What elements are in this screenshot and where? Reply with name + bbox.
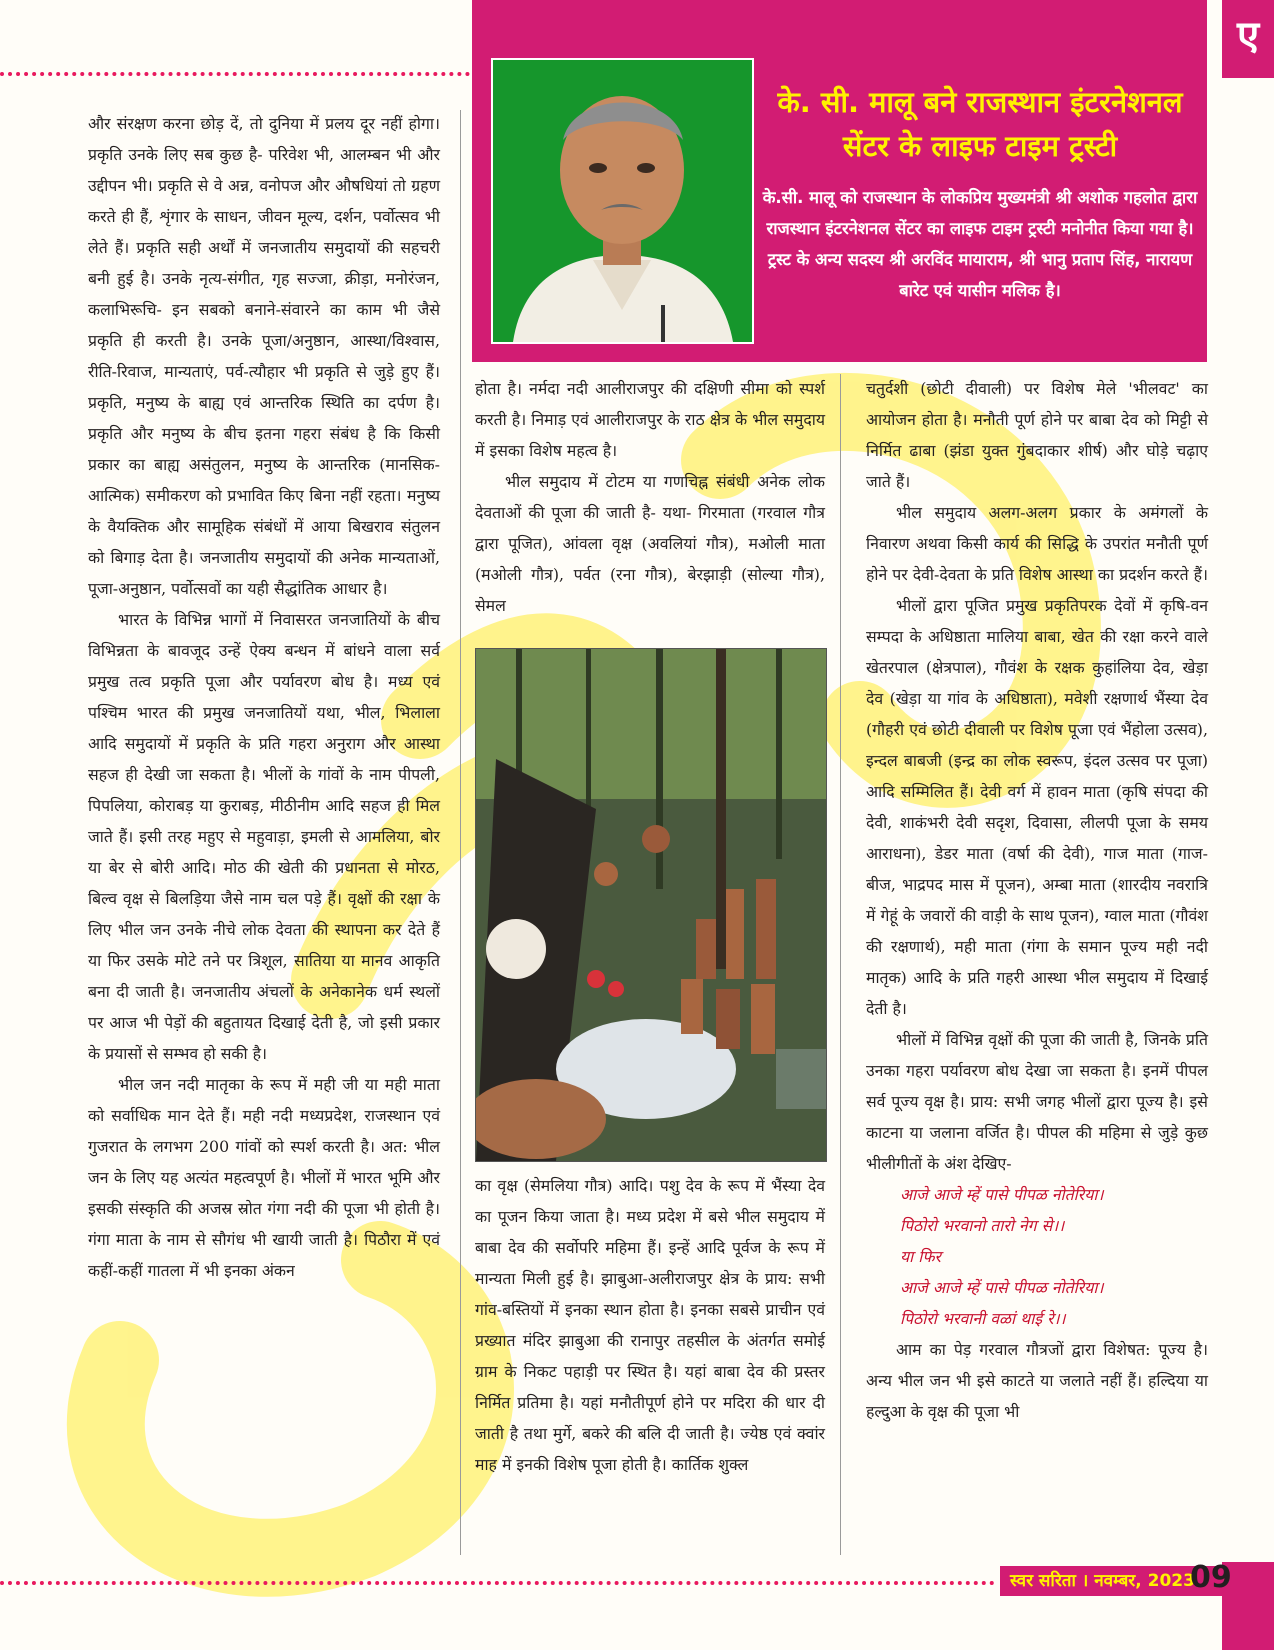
paragraph: भीलों द्वारा पूजित प्रमुख प्रकृतिपरक देवों में कृषि-वन सम्पदा के अधिष्ठाता मालिया बाबा, खेत की रक्षा करने वाले खेतरपाल (क्षेत्रपाल), गौवंश के रक्षक कुहांलिया देव, खेड़ा देव (खेड़ा या गांव के अधिष्ठाता), मवेशी रक्षणार्थ भैंस्या देव (गौहरी एवं छोटी दीवाली पर विशेष पूजा एवं भैंहोला उत्सव), इन्दल बाबजी (इन्द्र का लोक स्वरूप, इंदल उत्सव पर पूजा) आदि सम्मिलित हैं। देवी वर्ग में हावन माता (कृषि संपदा की देवी, शाकंभरी देवी सदृश, दिवासा, लीलपी पूजा के समय आराधना), डेडर माता (वर्षा की देवी), गाज माता (गाज-बीज, भाद्रपद मास में पूजन), अम्बा माता (शारदीय नवरात्रि में गेहूं के जवारों की वाड़ी के साथ पूजन), ग्वाल माता (गौवंश की रक्षणार्थ), मही माता (गंगा के समान पूज्य मही नदी मातृक) आदि के प्रति गहरी आस्था भील समुदाय में दिखाई देती है। <box>866 596 1208 1018</box>
paragraph: और संरक्षण करना छोड़ दें, तो दुनिया में प्रलय दूर नहीं होगा। प्रकृति उनके लिए सब कुछ है- परिवेश भी, आलम्बन भी और उद्दीपन भी। प्रकृति से वे अन्न, वनोपज और औषधियां तो ग्रहण करते ही हैं, शृंगार के साधन, जीवन मूल्य, दर्शन, पर्वोत्सव भी लेते हैं। प्रकृति सही अर्थों में जनजातीय समुदायों की सहचरी बनी हुई है। उनके नृत्य-संगीत, गृह सज्जा, क्रीड़ा, मनोरंजन, कलाभिरूचि- इन सबको बनाने-संवारने का काम भी जैसे प्रकृति ही करती है। उनके पूजा/अनुष्ठान, आस्था/विश्वास, रीति-रिवाज, मान्यताएं, पर्व-त्यौहार भी प्रकृति से जुड़े हुए हैं। प्रकृति, मनुष्य के बाह्य एवं आन्तरिक स्थिति का दर्पण है। प्रकृति और मनुष्य के बीच इतना गहरा संबंध है कि किसी प्रकार का बाह्य असंतुलन, मनुष्य के आन्तरिक (मानसिक-आत्मिक) समीकरण को प्रभावित किए बिना नहीं रहता। मनुष्य के वैयक्तिक और सामूहिक संबंधों में आया बिखराव संतुलन को बिगाड़ देता है। जनजातीय समुदायों की अनेक मान्यताओं, पूजा-अनुष्ठान, पर्वोत्सवों का यही सैद्धांतिक आधार है। <box>88 114 440 598</box>
paragraph: भारत के विभिन्न भागों में निवासरत जनजातियों के बीच विभिन्नता के बावजूद उन्हें ऐक्य बन्धन में बांधने वाला सर्व प्रमुख तत्व प्रकृति पूजा और पर्यावरण बोध है। मध्य एवं पश्चिम भारत की प्रमुख जनजातियों यथा, भील, भिलाला आदि समुदायों में प्रकृति के प्रति गहरा अनुराग और आस्था सहज ही देखी जा सकता है। भीलों के गांवों के नाम पीपली, पिपलिया, कोराबड़ या कुराबड़, मीठीनीम आदि सहज ही मिल जाते हैं। इसी तरह महुए से महुवाड़ा, इमली से आमलिया, बोर या बेर से बोरी आदि। मोठ की खेती की प्रधानता से मोरठ, बिल्व वृक्ष से बिलड़िया जैसे नाम चल पड़े हैं। वृक्षों की रक्षा के लिए भील जन उनके नीचे लोक देवता की स्थापना कर देते हैं या फिर उसके मोटे तने पर त्रिशूल, सातिया या मानव आकृति बना दी जाती है। जनजातीय अंचलों के अनेकानेक धर्म स्थलों पर आज भी पेड़ों की बहुतायत दिखाई देती है, जो इसी प्रकार के प्रयासों से सम्भव हो सकी है। <box>88 610 440 1063</box>
article-column-2-continued <box>475 1170 825 1480</box>
paragraph: आम का पेड़ गरवाल गौत्रजों द्वारा विशेषत: पूज्य है। अन्य भील जन भी इसे काटते या जलाते नहीं हैं। हल्दिया या हल्दुआ के वृक्ष की पूजा भी <box>866 1340 1208 1421</box>
corner-logo-glyph: ए <box>1236 13 1260 59</box>
verse-line: आजे आजे म्हें पासे पीपळ नोतेरिया। <box>900 1185 1104 1204</box>
bottom-dotted-rule <box>0 1581 995 1585</box>
verse-line: पिठोरो भरवानो तारो नेग से।। <box>900 1216 1065 1235</box>
verse-line: पिठोरो भरवानी वळां थाई रे।। <box>900 1309 1066 1328</box>
footer-publication <box>1010 1567 1195 1595</box>
paragraph: का वृक्ष (सेमलिया गौत्र) आदि। पशु देव के रूप में भैंस्या देव का पूजन किया जाता है। मध्य प्रदेश में बसे भील समुदाय में बाबा देव की सर्वोपरि महिमा हैं। इन्हें आदि पूर्वज के रूप में मान्यता मिली हुई है। झाबुआ-अलीराजपुर क्षेत्र के प्राय: सभी गांव-बस्तियों में इनका स्थान होता है। इनका सबसे प्राचीन एवं प्रख्यात मंदिर झाबुआ की रानापुर तहसील के अंतर्गत समोई ग्राम के निकट पहाड़ी पर स्थित है। यहां बाबा देव की प्रस्तर निर्मित प्रतिमा है। यहां मनौतीपूर्ण होने पर मदिरा की धार दी जाती है तथा मुर्गे, बकरे की बलि दी जाती है। ज्येष्ठ एवं क्वांर माह में इनकी विशेष पूजा होती है। कार्तिक शुक्ल <box>475 1176 825 1474</box>
paragraph: भील समुदाय अलग-अलग प्रकार के अमंगलों के निवारण अथवा किसी कार्य की सिद्धि के उपरांत मनौती पूर्ण होने पर देवी-देवता के प्रति विशेष आस्था का प्रदर्शन करते हैं। <box>866 503 1208 584</box>
portrait-photo <box>491 58 754 344</box>
page-number: 09 <box>1190 1560 1232 1595</box>
paragraph: चतुर्दशी (छोटी दीवाली) पर विशेष मेले 'भीलवट' का आयोजन होता है। मनौती पूर्ण होने पर बाबा देव को मिट्टी से निर्मित ढाबा (झंडा युक्त गुंबदाकार शीर्ष) और घोड़े चढ़ाए जाते हैं। <box>866 379 1208 491</box>
feature-headline: के. सी. मालू बने राजस्थान इंटरनेशनल सेंटर के लाइफ टाइम ट्रस्टी <box>777 85 1183 163</box>
paragraph: भीलों में विभिन्न वृक्षों की पूजा की जाती है, जिनके प्रति उनका गहरा पर्यावरण बोध देखा जा सकता है। इनमें पीपल सर्व पूज्य वृक्ष है। प्राय: सभी जगह भीलों द्वारा पूज्य है। इसे काटना या जलाना वर्जित है। पीपल की महिमा से जुड़े कुछ भीलीगीतों के अंश देखिए- <box>866 1030 1208 1173</box>
article-column-2 <box>475 373 825 621</box>
paragraph: भील समुदाय में टोटम या गणचिह्न संबंधी अनेक लोक देवताओं की पूजा की जाती है- यथा- गिरमाता (गरवाल गौत्र द्वारा पूजित), आंवला वृक्ष (अवलियां गौत्र), मओली माता (मओली गौत्र), पर्वत (रना गौत्र), बेरझाड़ी (सोल्या गौत्र), सेमल <box>475 472 825 615</box>
top-dotted-rule-left <box>0 72 470 76</box>
magazine-name: स्वर सरिता <box>1010 1571 1076 1591</box>
footer-divider: । <box>1081 1571 1095 1591</box>
ritual-photo <box>475 648 827 1162</box>
article-column-3 <box>866 373 1208 1427</box>
paragraph: होता है। नर्मदा नदी आलीराजपुर की दक्षिणी सीमा को स्पर्श करती है। निमाड़ एवं आलीराजपुर के राठ क्षेत्र के भील समुदाय में इसका विशेष महत्व है। <box>475 379 825 460</box>
feature-lead: के.सी. मालू को राजस्थान के लोकप्रिय मुख्यमंत्री श्री अशोक गहलोत द्वारा राजस्थान इंटरनेशनल सेंटर का लाइफ टाइम ट्रस्टी मनोनीत किया गया है। ट्रस्ट के अन्य सदस्य श्री अरविंद मायाराम, श्री भानु प्रताप सिंह, नारायण बारेट एवं यासीन मलिक है। <box>762 188 1198 300</box>
issue-date: नवम्बर, 2023 <box>1094 1571 1195 1591</box>
verse-line: आजे आजे म्हें पासे पीपळ नोतेरिया। <box>900 1278 1104 1297</box>
article-column-1 <box>88 108 440 1286</box>
column-rule-2 <box>840 374 841 1555</box>
paragraph: भील जन नदी मातृका के रूप में मही जी या मही माता को सर्वाधिक मान देते हैं। मही नदी मध्यप्रदेश, राजस्थान एवं गुजरात के लगभग 200 गांवों को स्पर्श करती है। अत: भील जन के लिए यह अत्यंत महत्वपूर्ण है। भीलों में भारत भूमि और इसकी संस्कृति की अजस्र स्रोत गंगा नदी की पूजा भी होती है। गंगा माता के नाम से सौगंध भी खायी जाती है। पिठौरा में एवं कहीं-कहीं गातला में भी इनका अंकन <box>88 1075 440 1280</box>
verse-line: या फिर <box>900 1247 942 1266</box>
column-rule-1 <box>460 110 461 1555</box>
